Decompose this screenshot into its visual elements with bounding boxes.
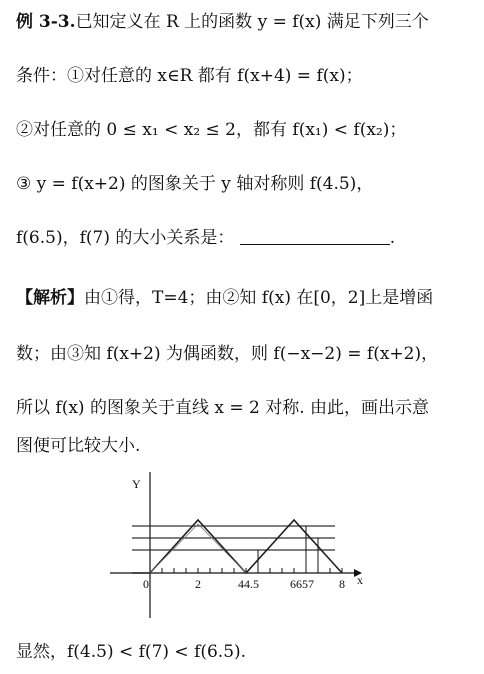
analysis-text-3: 所以 f(x) 的图象关于直线 x = 2 对称. 由此，画出示意 [16,398,430,418]
tick-label-6-6.5-7: 6657 [290,577,314,591]
analysis-text-1: 由①得，T=4；由②知 f(x) 在[0，2]上是增函 [84,288,434,308]
tick-label-8: 8 [339,577,345,591]
analysis-text-4: 图便可比较大小. [16,436,141,456]
problem-line-5 [16,226,472,250]
answer-blank[interactable] [240,228,390,245]
problem-text-2: 条件：①对任意的 x∈R 都有 f(x+4) = f(x)； [16,66,363,86]
function-graph-shadow [150,524,246,573]
x-axis-ticks [162,568,342,573]
function-graph [132,520,342,573]
problem-text-4: ③ y = f(x+2) 的图象关于 y 轴对称则 f(4.5)， [16,174,374,194]
y-axis-label: Y [132,477,141,491]
analysis-line-1 [16,286,472,310]
problem-line-3 [16,118,472,142]
problem-label: 例 3-3. [16,12,76,32]
tick-label-2: 2 [195,577,201,591]
problem-text-5: f(6.5)，f(7) 的大小关系是： [16,228,235,248]
tick-label-0: 0 [143,577,149,591]
problem-text-1: 已知定义在 R 上的函数 y = f(x) 满足下列三个 [75,12,429,32]
conclusion-text: 显然，f(4.5) < f(7) < f(6.5). [16,642,247,662]
problem-text-3: ②对任意的 0 ≤ x₁ < x₂ ≤ 2，都有 f(x₁) < f(x₂)； [16,120,407,140]
conclusion-line [16,640,472,664]
x-axis-label: x [357,573,363,587]
problem-text-5-end: . [389,228,396,248]
analysis-label: 【解析】 [16,288,84,308]
analysis-line-2 [16,342,472,366]
analysis-line-3 [16,396,472,420]
function-sketch-figure [110,470,370,620]
problem-line-4 [16,172,472,196]
problem-line-2 [16,64,472,88]
analysis-text-2: 数；由③知 f(x+2) 为偶函数，则 f(−x−2) = f(x+2)， [16,344,439,364]
analysis-line-4 [16,434,472,458]
tick-label-4-4.5: 44.5 [238,577,259,591]
problem-line-1 [16,10,472,34]
